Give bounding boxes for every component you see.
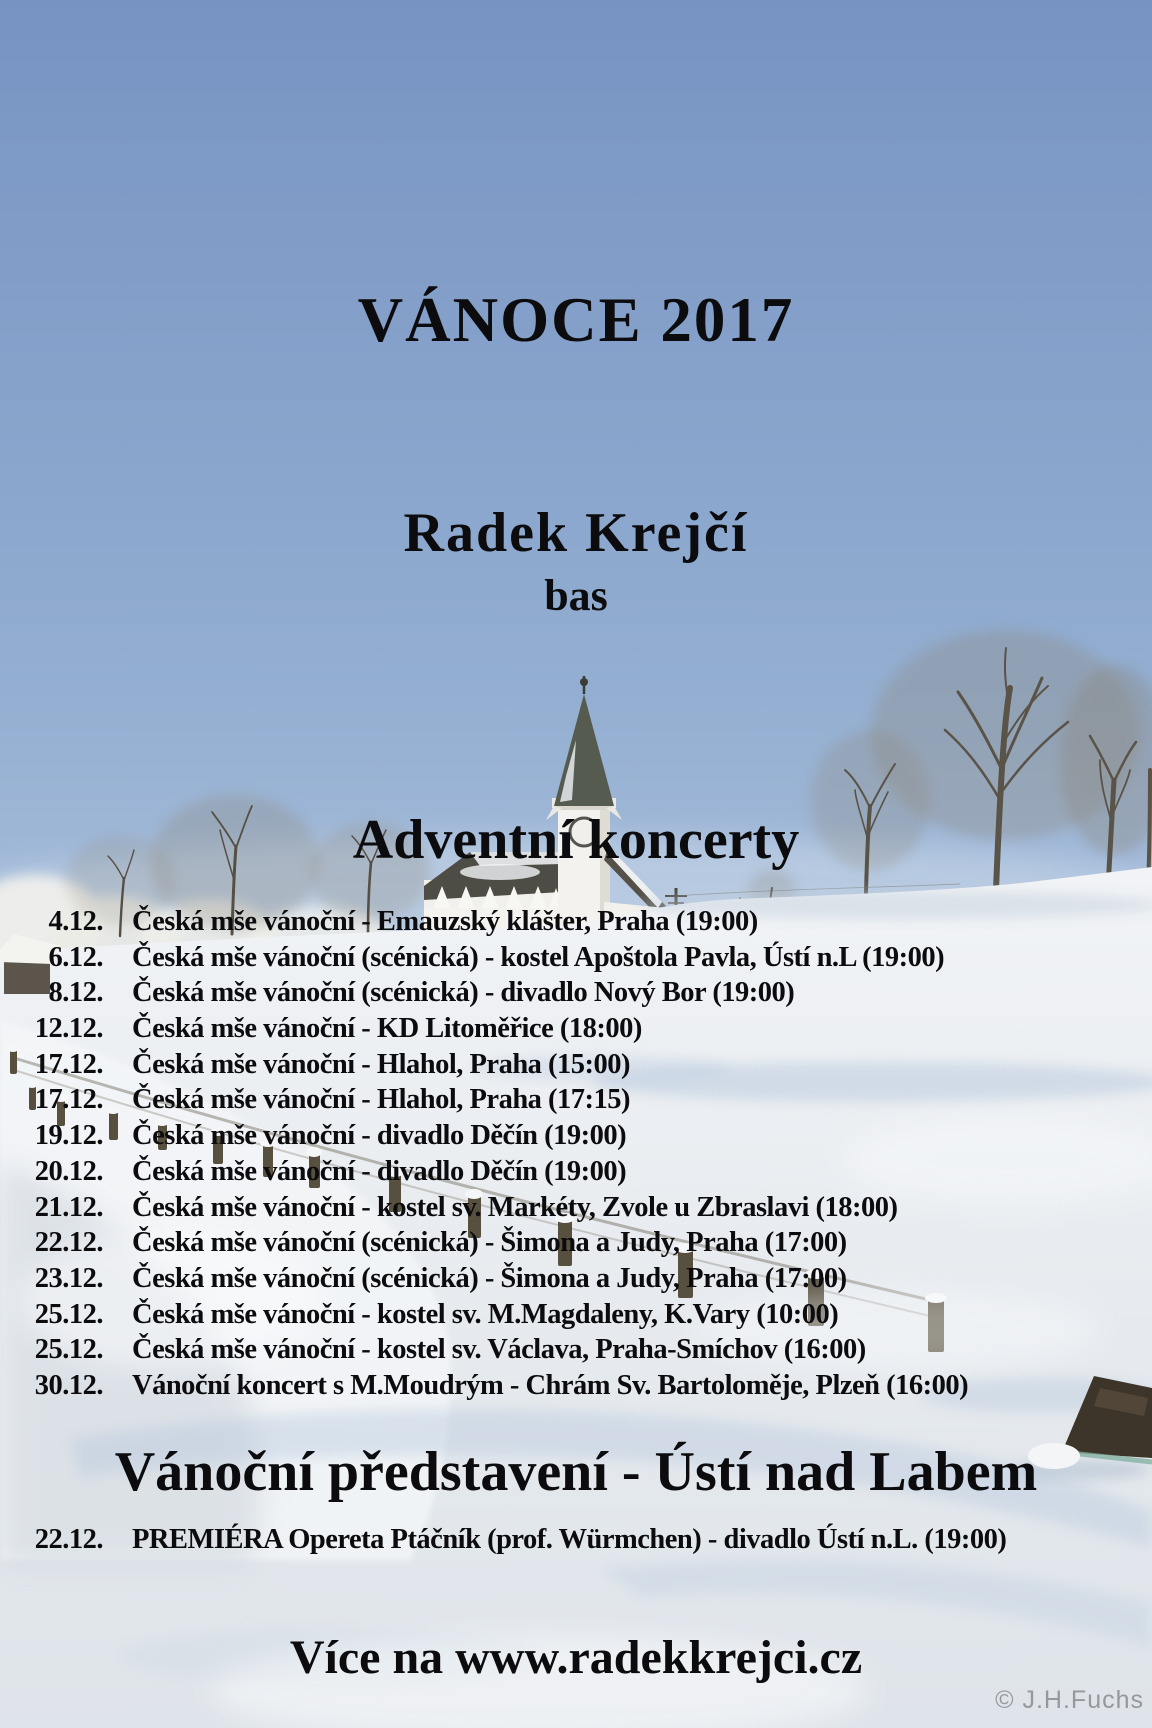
event-row [0, 1522, 1152, 1558]
poster-title: VÁNOCE 2017 [357, 285, 795, 355]
event-description: Česká mše vánoční - divadlo Děčín (19:00) [132, 1155, 627, 1187]
advent-concerts-heading: Adventní koncerty [352, 809, 800, 871]
event-row [0, 1118, 1152, 1154]
advent-concert-list [0, 904, 1152, 1404]
event-description: Česká mše vánoční - kostel sv. Markéty, Zvole u Zbraslavi (18:00) [132, 1191, 898, 1223]
event-row [0, 1082, 1152, 1118]
event-row [0, 1154, 1152, 1190]
event-row [0, 1190, 1152, 1226]
event-description: Vánoční koncert s M.Moudrým - Chrám Sv. Bartoloměje, Plzeň (16:00) [132, 1369, 969, 1401]
event-row [0, 904, 1152, 940]
event-description: Česká mše vánoční - Hlahol, Praha (17:15) [132, 1084, 631, 1116]
event-description: Česká mše vánoční - divadlo Děčín (19:00) [132, 1120, 627, 1152]
event-row [0, 1047, 1152, 1083]
event-date: 17.12. [34, 1084, 103, 1116]
event-date: 23.12. [34, 1262, 103, 1294]
event-date: 17.12. [34, 1048, 103, 1080]
event-date: 22.12. [34, 1227, 103, 1259]
artist-name: Radek Krejčí [403, 502, 749, 564]
website-url: Více na www.radekkrejci.cz [289, 1631, 863, 1684]
event-row [0, 975, 1152, 1011]
event-date: 30.12. [34, 1369, 103, 1401]
event-row [0, 1332, 1152, 1368]
christmas-show-heading: Vánoční představení - Ústí nad Labem [114, 1441, 1038, 1503]
event-description: Česká mše vánoční - kostel sv. M.Magdaleny, K.Vary (10:00) [132, 1298, 839, 1330]
event-row [0, 1261, 1152, 1297]
event-date: 21.12. [34, 1191, 103, 1223]
event-date: 8.12. [48, 977, 103, 1009]
event-description: Česká mše vánoční - KD Litoměřice (18:00) [132, 1013, 642, 1045]
event-date: 19.12. [34, 1120, 103, 1152]
event-date: 4.12. [48, 906, 103, 937]
event-date: 6.12. [48, 941, 103, 973]
event-date: 20.12. [34, 1155, 103, 1187]
event-row [0, 1225, 1152, 1261]
event-description: Česká mše vánoční (scénická) - Šimona a Judy, Praha (17:00) [132, 1227, 847, 1259]
event-row [0, 1368, 1152, 1404]
photo-credit: © J.H.Fuchs [995, 1686, 1144, 1714]
event-date: 25.12. [34, 1298, 103, 1330]
event-description: Česká mše vánoční - Emauzský klášter, Praha (19:00) [132, 906, 758, 937]
event-description: Česká mše vánoční (scénická) - Šimona a Judy, Praha (17:00) [132, 1262, 847, 1294]
event-description: Česká mše vánoční (scénická) - divadlo Nový Bor (19:00) [132, 977, 795, 1009]
premiere-list [0, 1522, 1152, 1558]
event-description: PREMIÉRA Opereta Ptáčník (prof. Würmchen) - divadlo Ústí n.L. (19:00) [132, 1524, 1007, 1555]
event-row [0, 940, 1152, 976]
event-row [0, 1297, 1152, 1333]
event-row [0, 1011, 1152, 1047]
event-description: Česká mše vánoční - kostel sv. Václava, Praha-Smíchov (16:00) [132, 1334, 866, 1366]
event-date: 22.12. [34, 1524, 103, 1555]
event-description: Česká mše vánoční (scénická) - kostel Apoštola Pavla, Ústí n.L (19:00) [132, 941, 945, 973]
event-date: 25.12. [34, 1334, 103, 1366]
event-description: Česká mše vánoční - Hlahol, Praha (15:00) [132, 1048, 631, 1080]
event-date: 12.12. [34, 1013, 103, 1045]
voice-type: bas [544, 571, 608, 620]
